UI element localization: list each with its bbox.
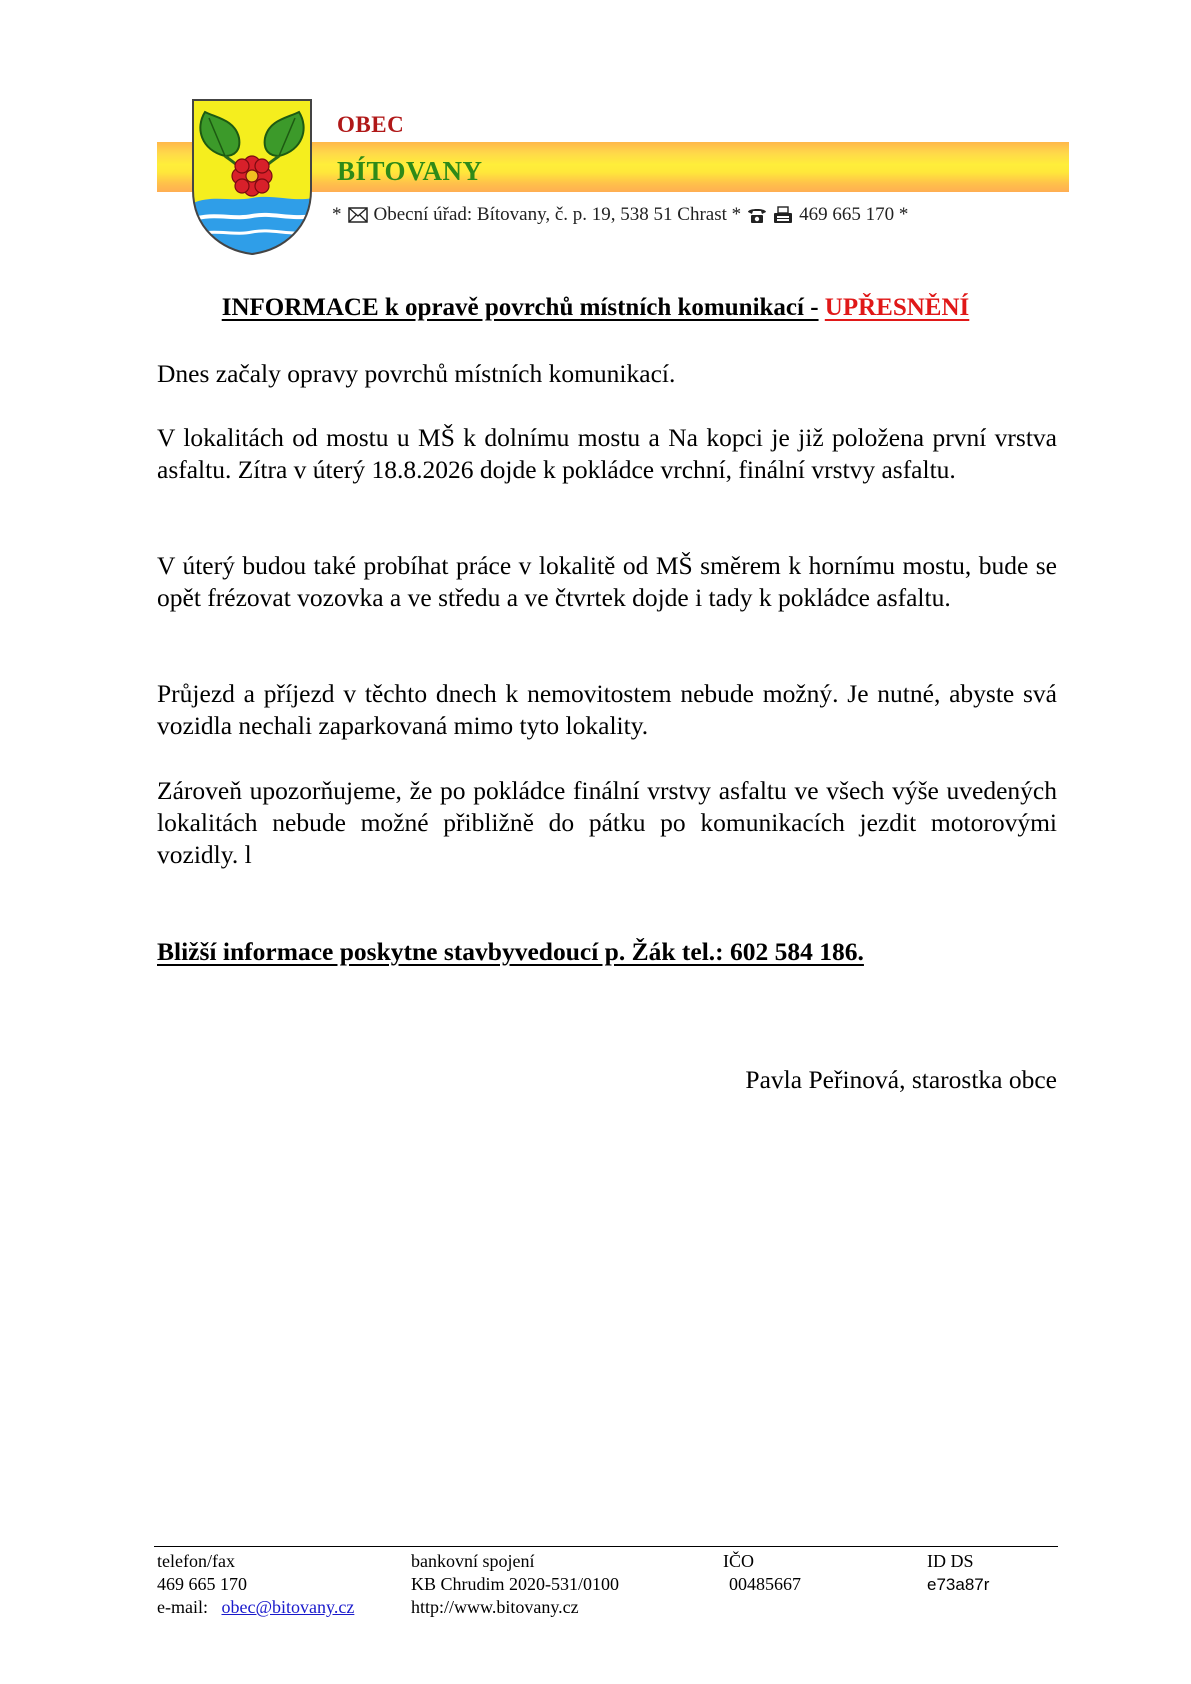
footer-contact-column xyxy=(157,1550,354,1619)
paragraph-first-layer: V lokalitách od mostu u MŠ k dolnímu mostu a Na kopci je již položena první vrstva asfaltu. Zítra v úterý 18.8.2026 dojde k pokládce vrchní, finální vrstvy asfaltu. xyxy=(157,423,1057,484)
footer-bank-column xyxy=(411,1550,619,1619)
footer-bank-label: bankovní spojení xyxy=(411,1551,535,1571)
paragraph-tuesday-works: V úterý budou také probíhat práce v lokalitě od MŠ směrem k hornímu mostu, bude se opět frézovat vozovka a ve středu a ve čtvrtek dojde i tady k pokládce asfaltu. xyxy=(157,551,1057,612)
footer-ico-value: 00485667 xyxy=(729,1574,801,1594)
document-title xyxy=(0,294,1191,322)
footer-ico-column xyxy=(723,1550,801,1596)
letterhead-title-small: OBEC xyxy=(337,112,405,137)
paragraph-access-restriction: Průjezd a příjezd v těchto dnech k nemovitostem nebude možný. Je nutné, abyste svá vozidla nechali zaparkovaná mimo tyto lokality. xyxy=(157,679,1057,740)
footer-email-row xyxy=(157,1596,354,1619)
address-prefix: * xyxy=(332,204,342,225)
footer-bank-value: KB Chrudim 2020-531/0100 xyxy=(411,1574,620,1594)
coat-of-arms-icon xyxy=(191,98,313,256)
footer-ds-value: e73a87r xyxy=(927,1575,990,1594)
footer-phone-value: 469 665 170 xyxy=(157,1574,247,1594)
footer-email-link[interactable]: obec@bitovany.cz xyxy=(221,1597,355,1617)
document-title-accent: UPŘESNĚNÍ xyxy=(824,294,970,321)
letterhead-address xyxy=(332,204,908,226)
document-title-main: INFORMACE k opravě povrchů místních komunikací - xyxy=(221,294,819,321)
footer-email-label: e-mail: xyxy=(157,1597,208,1617)
footer-divider xyxy=(154,1546,1058,1547)
letterhead xyxy=(157,98,1069,258)
footer-ico-label: IČO xyxy=(723,1551,754,1571)
envelope-icon xyxy=(348,207,368,223)
address-text: Obecní úřad: Bítovany, č. p. 19, 538 51 Chrast * xyxy=(373,204,742,225)
telephone-icon xyxy=(747,206,767,224)
footer-phone-label: telefon/fax xyxy=(157,1551,235,1571)
paragraph-warning: Zároveň upozorňujeme, že po pokládce finální vrstvy asfaltu ve všech výše uvedených lokalitách nebude možné přibližně do pátku po komunikacích jezdit motorovými vozidly. l xyxy=(157,776,1057,869)
phone-text: 469 665 170 * xyxy=(799,204,909,225)
footer-web-link[interactable]: http://www.bitovany.cz xyxy=(411,1597,579,1617)
fax-icon xyxy=(773,206,793,224)
signature: Pavla Peřinová, starostka obce xyxy=(745,1065,1057,1094)
letterhead-title-municipality: BÍTOVANY xyxy=(337,156,483,186)
paragraph-intro: Dnes začaly opravy povrchů místních komunikací. xyxy=(157,359,676,388)
contact-note: Bližší informace poskytne stavbyvedoucí p. Žák tel.: 602 584 186. xyxy=(157,937,864,966)
footer-ds-column xyxy=(927,1550,989,1596)
footer-ds-label: ID DS xyxy=(927,1551,974,1571)
